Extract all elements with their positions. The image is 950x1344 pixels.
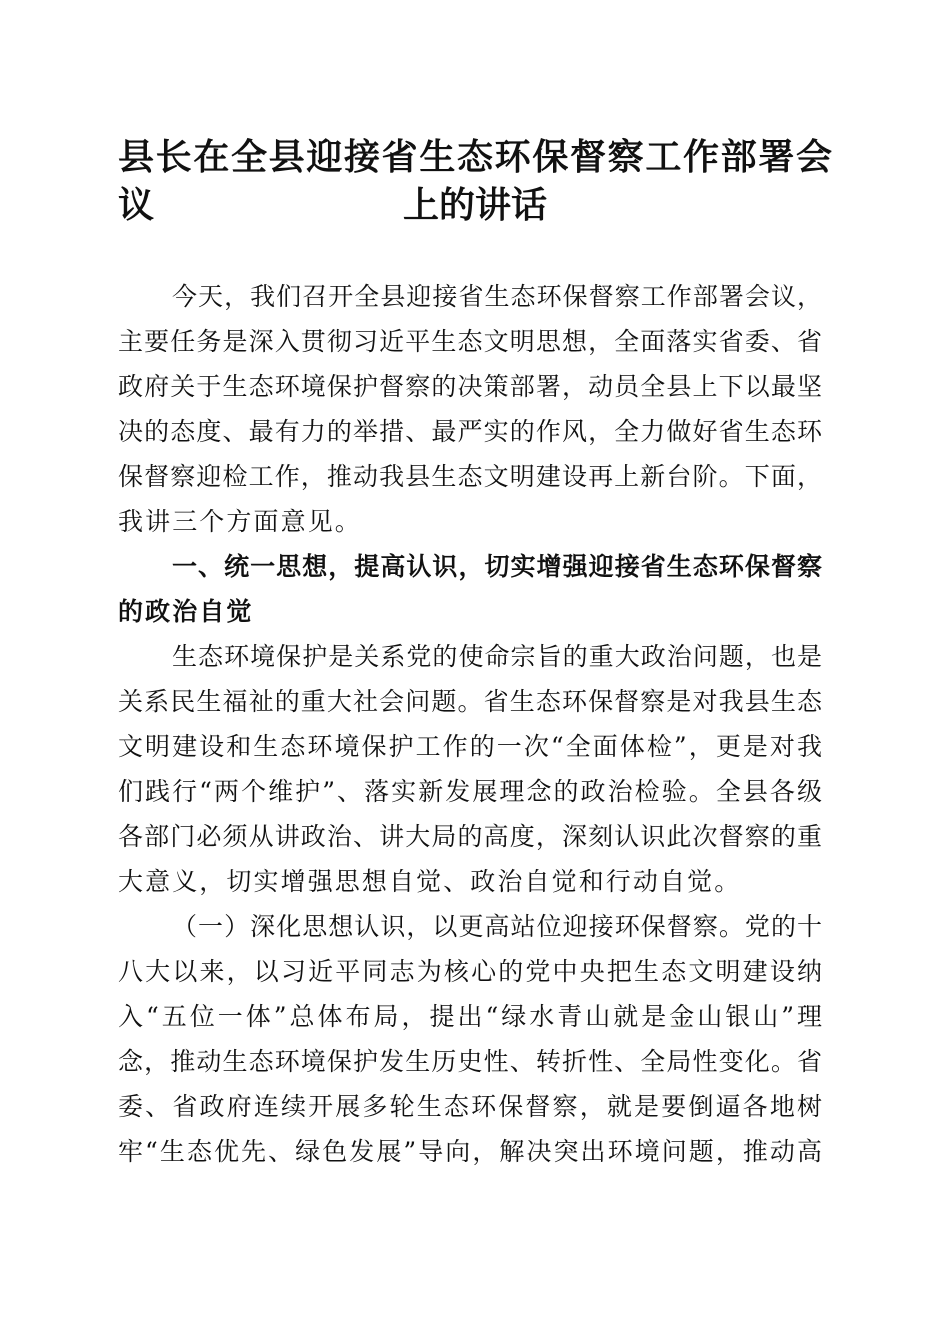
paragraph-line: 牢“生态优先、绿色发展”导向，解决突出环境问题，推动高: [118, 1137, 822, 1166]
paragraph-line: 生态环境保护是关系党的使命宗旨的重大政治问题，也是: [172, 642, 822, 671]
paragraph-line: 主要任务是深入贯彻习近平生态文明思想，全面落实省委、省: [118, 327, 822, 356]
paragraph-line: 文明建设和生态环境保护工作的一次“全面体检”，更是对我: [118, 732, 822, 761]
paragraph-line: 决的态度、最有力的举措、最严实的作风，全力做好省生态环: [118, 417, 822, 446]
paragraph-line: 保督察迎检工作，推动我县生态文明建设再上新台阶。下面，: [118, 462, 822, 491]
paragraph-line: 关系民生福祉的重大社会问题。省生态环保督察是对我县生态: [118, 687, 822, 716]
paragraph-line: 入“五位一体”总体布局，提出“绿水青山就是金山银山”理: [118, 1002, 822, 1031]
paragraph-line: 委、省政府连续开展多轮生态环保督察，就是要倒逼各地树: [118, 1092, 822, 1121]
document-title-line-1: 县长在全县迎接省生态环保督察工作部署会议: [118, 136, 832, 226]
section-heading-line: 的政治自觉: [118, 597, 254, 626]
paragraph-line: 八大以来，以习近平同志为核心的党中央把生态文明建设纳: [118, 957, 822, 986]
paragraph-line: 今天，我们召开全县迎接省生态环保督察工作部署会议，: [172, 282, 822, 311]
paragraph-line: （一）深化思想认识，以更高站位迎接环保督察。党的十: [172, 912, 822, 941]
paragraph-line: 各部门必须从讲政治、讲大局的高度，深刻认识此次督察的重: [118, 822, 822, 851]
paragraph-line: 政府关于生态环境保护督察的决策部署，动员全县上下以最坚: [118, 372, 822, 401]
paragraph-line: 我讲三个方面意见。: [118, 507, 362, 536]
document-title-line-2: 上的讲话: [402, 184, 547, 226]
paragraph-line: 们践行“两个维护”、落实新发展理念的政治检验。全县各级: [118, 777, 822, 806]
paragraph-line: 念，推动生态环境保护发生历史性、转折性、全局性变化。省: [118, 1047, 822, 1076]
section-heading-line: 一、统一思想，提高认识，切实增强迎接省生态环保督察: [172, 552, 822, 581]
paragraph-line: 大意义，切实增强思想自觉、政治自觉和行动自觉。: [118, 867, 742, 896]
